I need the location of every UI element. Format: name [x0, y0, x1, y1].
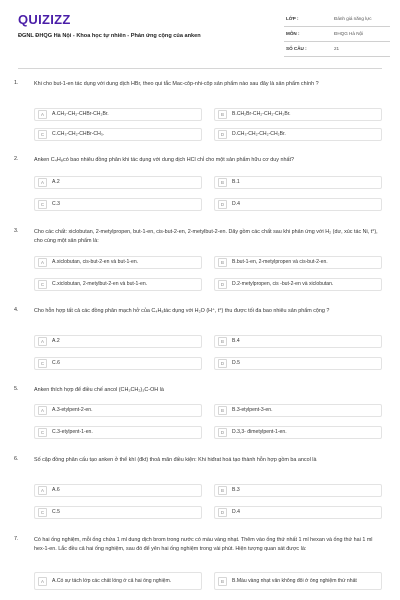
- meta-value: Đánh giá năng lực: [334, 16, 372, 21]
- answer-option-b[interactable]: [214, 404, 382, 417]
- option-letter: A: [38, 406, 47, 415]
- option-text: C.3: [52, 201, 60, 208]
- answer-option-c[interactable]: [34, 128, 202, 141]
- option-letter: A: [38, 258, 47, 267]
- option-letter: A: [38, 110, 47, 119]
- meta-row-class: [284, 12, 390, 27]
- option-letter: B: [218, 406, 227, 415]
- option-letter: C: [38, 359, 47, 368]
- option-text: C.5: [52, 509, 60, 516]
- option-text: A.3-etylpent-2-en.: [52, 407, 93, 414]
- option-letter: B: [218, 178, 227, 187]
- answer-option-d[interactable]: [214, 506, 382, 519]
- option-letter: B: [218, 110, 227, 119]
- question-number: 2.: [14, 156, 19, 162]
- option-text: D.3,3- đimetylpent-1-en.: [232, 429, 287, 436]
- option-letter: C: [38, 508, 47, 517]
- question-number: 1.: [14, 80, 19, 86]
- meta-row-count: [284, 42, 390, 57]
- option-letter: C: [38, 428, 47, 437]
- option-letter: B: [218, 577, 227, 586]
- option-letter: B: [218, 337, 227, 346]
- question-text: Khi cho but-1-en tác dụng với dung dịch HBr, theo qui tắc Mac-côp-nhi-côp sản phẩm nào sau đây là sản phẩm chính ?: [34, 81, 319, 87]
- answer-option-c[interactable]: [34, 506, 202, 519]
- option-text: B.3: [232, 487, 240, 494]
- option-text: A.xiclobutan, cis-but-2-en và but-1-en.: [52, 259, 139, 266]
- option-text: A.2: [52, 179, 60, 186]
- option-text: C.3-etylpent-1-en.: [52, 429, 93, 436]
- answer-option-c[interactable]: [34, 357, 202, 370]
- question-number: 4.: [14, 307, 19, 313]
- answer-option-a[interactable]: [34, 404, 202, 417]
- option-letter: D: [218, 428, 227, 437]
- answer-option-c[interactable]: [34, 426, 202, 439]
- option-text: C.6: [52, 360, 60, 367]
- answer-option-d[interactable]: [214, 357, 382, 370]
- answer-option-d[interactable]: [214, 198, 382, 211]
- option-text: C.xiclobutan, 2-metylbut-2-en và but-1-en.: [52, 281, 148, 288]
- option-text: D.5: [232, 360, 240, 367]
- meta-label: LỚP :: [286, 16, 299, 21]
- worksheet-title: ĐGNL ĐHQG Hà Nội - Khoa học tự nhiên - Phản ứng cộng của anken: [18, 33, 201, 39]
- question-text: Anken C₄H₈có bao nhiêu đồng phân khi tác dụng với dung dịch HCl chỉ cho một sản phẩm hữu cơ duy nhất?: [34, 157, 294, 163]
- quizizz-logo: QUIZIZZ: [18, 12, 71, 27]
- option-letter: D: [218, 359, 227, 368]
- option-text: B.4: [232, 338, 240, 345]
- meta-value: ĐHQG Hà Nội: [334, 31, 364, 36]
- question-text: Số cặp đồng phân cấu tạo anken ở thể khí (đkt) thoả mãn điều kiện: Khi hiđrat hoá tạo thành hỗn hợp gồm ba ancol là: [34, 457, 317, 463]
- header-divider: [18, 68, 382, 69]
- option-letter: D: [218, 200, 227, 209]
- option-letter: A: [38, 577, 47, 586]
- question-text: Có hai ống nghiệm, mỗi ống chứa 1 ml dung dịch brom trong nước có màu vàng nhạt. Thêm vào ống thứ nhất 1 ml hexan và ống thứ hai 1 ml hex-1-en. Lắc đều cả hai ống nghiệm, sau đó để yên hai ống nghiệm trong vài phút. Hiện tượng quan sát được là:: [34, 537, 373, 552]
- option-letter: B: [218, 258, 227, 267]
- answer-option-b[interactable]: [214, 108, 382, 121]
- question-number: 6.: [14, 456, 19, 462]
- option-letter: D: [218, 508, 227, 517]
- answer-option-a[interactable]: [34, 572, 202, 590]
- option-letter: C: [38, 130, 47, 139]
- answer-option-d[interactable]: [214, 128, 382, 141]
- option-text: B.CH₂Br-CH₂-CH₂-CH₂Br.: [232, 111, 291, 118]
- option-letter: D: [218, 130, 227, 139]
- option-letter: A: [38, 486, 47, 495]
- answer-option-a[interactable]: [34, 108, 202, 121]
- option-text: B.but-1-en, 2-metylpropen và cis-but-2-en.: [232, 259, 328, 266]
- option-letter: C: [38, 280, 47, 289]
- answer-option-c[interactable]: [34, 278, 202, 291]
- answer-option-a[interactable]: [34, 256, 202, 269]
- answer-option-d[interactable]: [214, 426, 382, 439]
- question-text: Anken thích hợp để điều chế ancol (CH₃CH₂)₃C-OH là: [34, 387, 164, 393]
- option-text: B.1: [232, 179, 240, 186]
- question-number: 5.: [14, 386, 19, 392]
- option-letter: D: [218, 280, 227, 289]
- question-number: 7.: [14, 536, 19, 542]
- answer-option-a[interactable]: [34, 176, 202, 189]
- answer-option-b[interactable]: [214, 335, 382, 348]
- option-text: D.2-metylpropen, cis -but-2-en và xiclobutan.: [232, 281, 334, 288]
- answer-option-b[interactable]: [214, 176, 382, 189]
- option-letter: B: [218, 486, 227, 495]
- answer-option-d[interactable]: [214, 278, 382, 291]
- option-text: B.Màu vàng nhạt vẫn không đổi ở ống nghiệm thứ nhất: [232, 577, 357, 584]
- meta-label: SỐ CÂU :: [286, 46, 307, 51]
- answer-option-b[interactable]: [214, 484, 382, 497]
- meta-row-subject: [284, 27, 390, 42]
- answer-option-a[interactable]: [34, 335, 202, 348]
- option-text: A.CH₃-CH₂-CHBr-CH₂Br.: [52, 111, 109, 118]
- meta-label: MÔN :: [286, 31, 300, 36]
- question-number: 3.: [14, 228, 19, 234]
- question-text: Cho các chất: xiclobutan, 2-metylpropen, but-1-en, cis-but-2-en, 2-metylbut-2-en. Dãy gồm các chất sau khi phản ứng với H₂ (dư, xúc tác Ni, t°), cho cùng một sản phẩm là:: [34, 229, 378, 244]
- worksheet-meta: [284, 12, 390, 57]
- answer-option-c[interactable]: [34, 198, 202, 211]
- option-letter: C: [38, 200, 47, 209]
- answer-option-a[interactable]: [34, 484, 202, 497]
- option-letter: A: [38, 337, 47, 346]
- answer-option-b[interactable]: [214, 256, 382, 269]
- question-text: Cho hỗn hợp tất cả các đồng phân mạch hở của C₄H₈tác dụng với H₂O (H⁺, t°) thu được tối đa bao nhiêu sản phẩm cộng ?: [34, 308, 330, 314]
- option-text: D.4: [232, 509, 240, 516]
- option-text: D.CH₃-CH₂-CH₂-CH₂Br.: [232, 131, 286, 138]
- worksheet-header: [0, 0, 400, 64]
- option-text: A.2: [52, 338, 60, 345]
- option-text: A.6: [52, 487, 60, 494]
- option-letter: A: [38, 178, 47, 187]
- option-text: D.4: [232, 201, 240, 208]
- option-text: C.CH₃-CH₂-CHBr-CH₃.: [52, 131, 105, 138]
- option-text: A.Có sự tách lớp các chất lỏng ở cả hai ống nghiệm.: [52, 577, 172, 584]
- option-text: B.3-etylpent-3-en.: [232, 407, 273, 414]
- meta-value: 21: [334, 46, 340, 51]
- answer-option-b[interactable]: [214, 572, 382, 590]
